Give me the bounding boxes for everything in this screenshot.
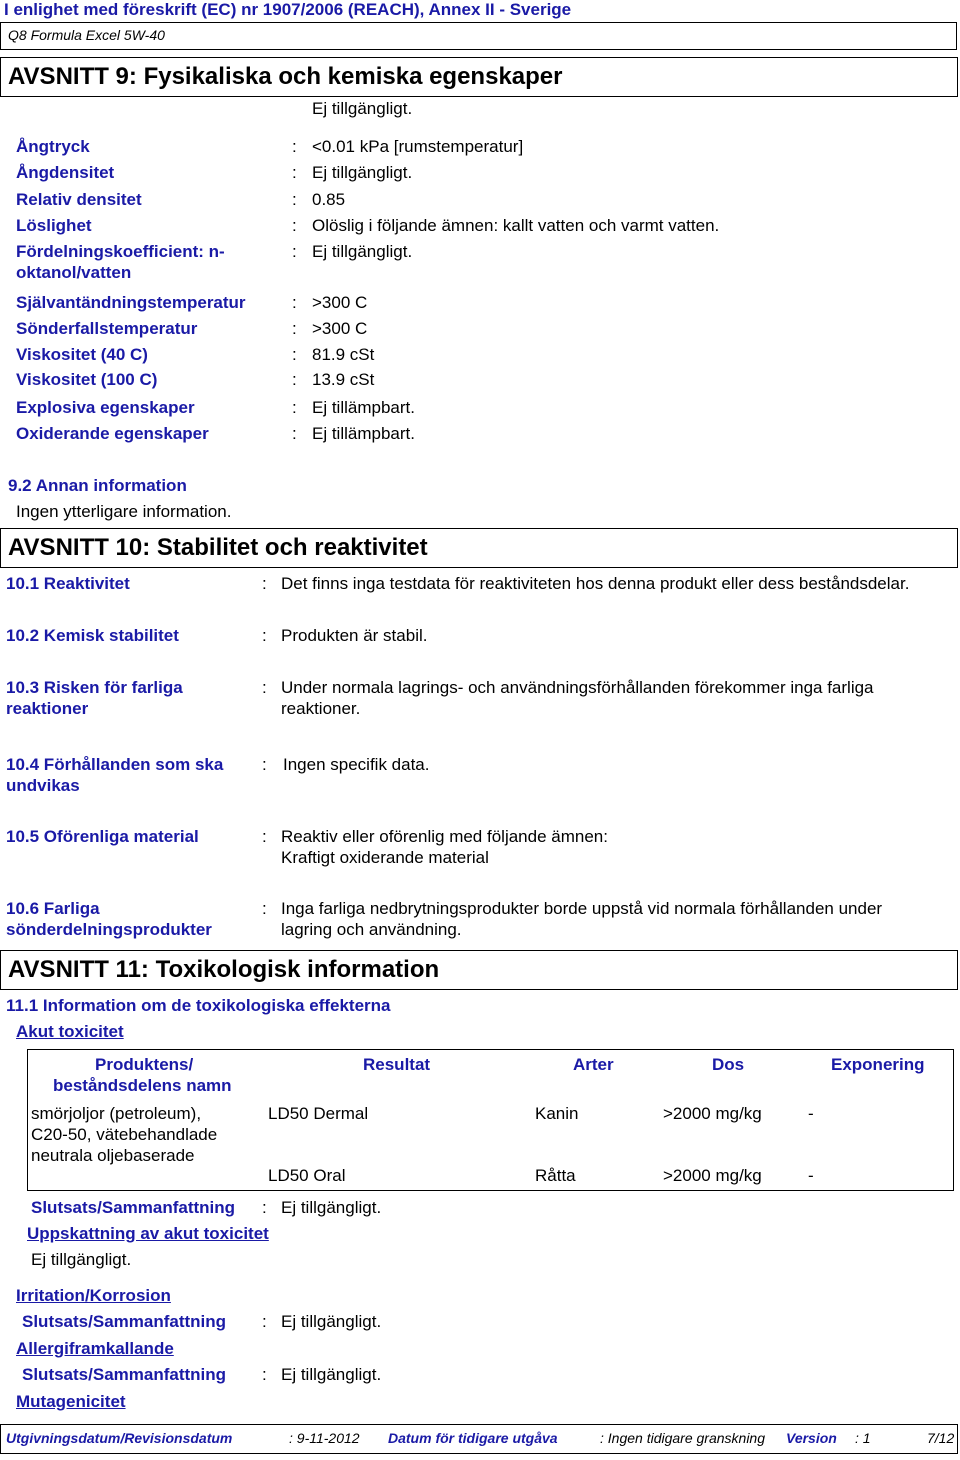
property-label: Relativ densitet: [16, 190, 142, 209]
property-value: 81.9 cSt: [312, 345, 375, 364]
property-value: Ej tillgängligt.: [312, 163, 413, 182]
footer-version-label: Version: [786, 1430, 837, 1446]
tox-header-name: Produktens/: [95, 1055, 194, 1074]
colon: :: [262, 678, 267, 697]
acute-summary-label: Slutsats/Sammanfattning: [31, 1198, 236, 1217]
colon: :: [292, 163, 297, 182]
hazardous-reactions-value-cont: reaktioner.: [281, 699, 361, 718]
property-value: >300 C: [312, 293, 368, 312]
acute-estimate-value: Ej tillgängligt.: [31, 1250, 132, 1269]
property-label: Självantändningstemperatur: [16, 293, 246, 312]
footer-prev-value: : Ingen tidigare granskning: [600, 1430, 765, 1446]
decomposition-value-cont: lagring och användning.: [281, 920, 462, 939]
tox-header-result: Resultat: [363, 1055, 431, 1074]
tox-result: LD50 Dermal: [268, 1104, 369, 1123]
reactivity-value: Det finns inga testdata för reaktiviteten hos denna produkt eller dess beståndsdelar.: [281, 574, 910, 593]
subsection-9-2-text: Ingen ytterligare information.: [16, 502, 232, 521]
acute-summary-value: Ej tillgängligt.: [281, 1198, 382, 1217]
section11-title: AVSNITT 11: Toxikologisk information: [8, 956, 440, 983]
property-label: Oxiderande egenskaper: [16, 424, 209, 443]
colon: :: [292, 319, 297, 338]
colon: :: [292, 398, 297, 417]
stability-value: Produkten är stabil.: [281, 626, 428, 645]
property-value: Ej tillämpbart.: [312, 398, 415, 417]
conditions-avoid-label-cont: undvikas: [6, 776, 80, 795]
mutagen-heading: Mutagenicitet: [16, 1392, 126, 1411]
colon: :: [262, 1312, 267, 1331]
property-value: <0.01 kPa [rumstemperatur]: [312, 137, 524, 156]
hazardous-reactions-label-cont: reaktioner: [6, 699, 89, 718]
property-label: Viskositet (40 C): [16, 345, 148, 364]
tox-dose: >2000 mg/kg: [663, 1166, 762, 1185]
property-label: Fördelningskoefficient: n-: [16, 242, 225, 261]
colon: :: [292, 242, 297, 261]
acute-estimate-heading: Uppskattning av akut toxicitet: [27, 1224, 269, 1243]
property-label: Sönderfallstemperatur: [16, 319, 198, 338]
product-name: Q8 Formula Excel 5W-40: [8, 27, 165, 43]
footer-date-value: : 9-11-2012: [289, 1430, 360, 1446]
tox-header-species: Arter: [573, 1055, 614, 1074]
property-value: >300 C: [312, 319, 368, 338]
colon: :: [262, 1365, 267, 1384]
colon: :: [292, 216, 297, 235]
decomposition-label: 10.6 Farliga: [6, 899, 100, 918]
footer-page-number: 7/12: [927, 1430, 955, 1446]
decomposition-label-cont: sönderdelningsprodukter: [6, 920, 212, 939]
tox-substance: smörjoljor (petroleum),: [31, 1104, 202, 1123]
tox-substance-cont: C20-50, vätebehandlade: [31, 1125, 218, 1144]
tox-header-exposure: Exponering: [831, 1055, 925, 1074]
stability-label: 10.2 Kemisk stabilitet: [6, 626, 179, 645]
incompatible-materials-label: 10.5 Oförenliga material: [6, 827, 199, 846]
property-label: Ångdensitet: [16, 163, 115, 182]
tox-species: Kanin: [535, 1104, 579, 1123]
property-value: Ej tillämpbart.: [312, 424, 415, 443]
colon: :: [292, 345, 297, 364]
irritation-summary-value: Ej tillgängligt.: [281, 1312, 382, 1331]
property-value: Ej tillgängligt.: [312, 242, 413, 261]
colon: :: [262, 827, 267, 846]
property-label: Ångtryck: [16, 137, 90, 156]
colon: :: [292, 370, 297, 389]
footer-date-label: Utgivningsdatum/Revisionsdatum: [6, 1430, 233, 1446]
tox-species: Råtta: [535, 1166, 576, 1185]
hazardous-reactions-value: Under normala lagrings- och användningsförhållanden förekommer inga farliga: [281, 678, 874, 697]
conditions-avoid-value: Ingen specifik data.: [283, 755, 430, 774]
tox-exposure: -: [808, 1104, 814, 1123]
subsection-11-1-title: 11.1 Information om de toxikologiska effekterna: [6, 996, 391, 1015]
footer-prev-label: Datum för tidigare utgåva: [388, 1430, 558, 1446]
section9-top-value: Ej tillgängligt.: [312, 99, 413, 118]
colon: :: [262, 1198, 267, 1217]
colon: :: [292, 137, 297, 156]
tox-result: LD50 Oral: [268, 1166, 346, 1185]
incompatible-materials-value: Reaktiv eller oförenlig med följande ämnen:: [281, 827, 608, 846]
property-value: 13.9 cSt: [312, 370, 375, 389]
tox-dose: >2000 mg/kg: [663, 1104, 762, 1123]
colon: :: [262, 626, 267, 645]
colon: :: [292, 424, 297, 443]
reactivity-label: 10.1 Reaktivitet: [6, 574, 130, 593]
subsection-9-2-title: 9.2 Annan information: [8, 476, 187, 495]
colon: :: [262, 574, 267, 593]
colon: :: [262, 755, 267, 774]
allergen-heading: Allergiframkallande: [16, 1339, 174, 1358]
section9-title: AVSNITT 9: Fysikaliska och kemiska egenskaper: [8, 63, 563, 90]
irritation-heading: Irritation/Korrosion: [16, 1286, 171, 1305]
decomposition-value: Inga farliga nedbrytningsprodukter borde uppstå vid normala förhållanden under: [281, 899, 883, 918]
document-title: I enlighet med föreskrift (EC) nr 1907/2006 (REACH), Annex II - Sverige: [4, 0, 572, 19]
tox-header-dose: Dos: [712, 1055, 745, 1074]
colon: :: [292, 190, 297, 209]
acute-toxicity-heading: Akut toxicitet: [16, 1022, 124, 1041]
conditions-avoid-label: 10.4 Förhållanden som ska: [6, 755, 224, 774]
colon: :: [292, 293, 297, 312]
property-label-cont: oktanol/vatten: [16, 263, 132, 282]
incompatible-materials-value-cont: Kraftigt oxiderande material: [281, 848, 489, 867]
property-value: Olöslig i följande ämnen: kallt vatten och varmt vatten.: [312, 216, 720, 235]
tox-header-name-cont: beståndsdelens namn: [53, 1076, 232, 1095]
allergen-summary-value: Ej tillgängligt.: [281, 1365, 382, 1384]
property-label: Explosiva egenskaper: [16, 398, 195, 417]
tox-exposure: -: [808, 1166, 814, 1185]
allergen-summary-label: Slutsats/Sammanfattning: [22, 1365, 227, 1384]
colon: :: [262, 899, 267, 918]
tox-substance-cont: neutrala oljebaserade: [31, 1146, 195, 1165]
footer-version-value: : 1: [855, 1430, 871, 1446]
property-label: Löslighet: [16, 216, 92, 235]
property-value: 0.85: [312, 190, 346, 209]
irritation-summary-label: Slutsats/Sammanfattning: [22, 1312, 227, 1331]
hazardous-reactions-label: 10.3 Risken för farliga: [6, 678, 183, 697]
property-label: Viskositet (100 C): [16, 370, 158, 389]
section10-title: AVSNITT 10: Stabilitet och reaktivitet: [8, 534, 428, 561]
